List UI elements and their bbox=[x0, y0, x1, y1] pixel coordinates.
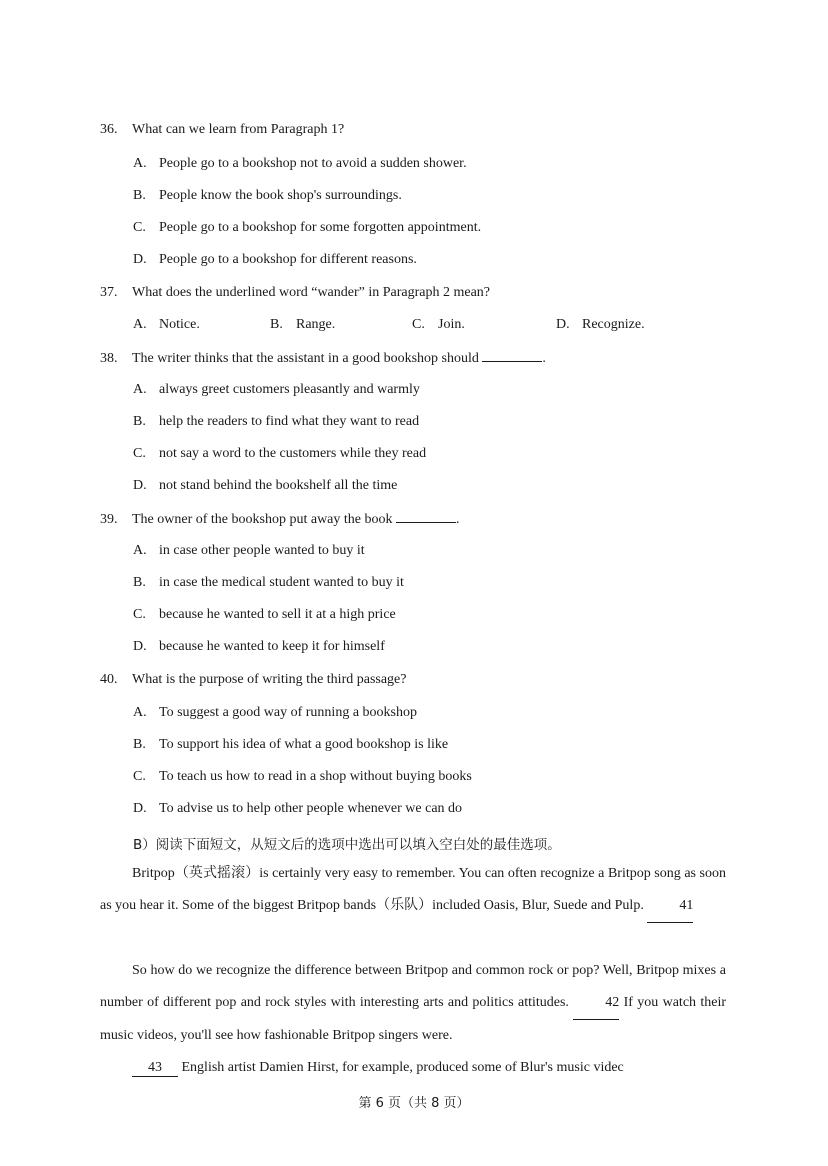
option-38c: C. not say a word to the customers while they read bbox=[133, 446, 427, 461]
option-39c: C. because he wanted to sell it at a high price bbox=[133, 607, 396, 622]
option-40b: B. To support his idea of what a good bookshop is like bbox=[133, 737, 449, 752]
option-37d: D. Recognize. bbox=[556, 317, 645, 332]
option-38a: A. always greet customers pleasantly and warmly bbox=[133, 382, 420, 397]
option-37a: A. Notice. bbox=[133, 317, 200, 332]
question-36-stem bbox=[100, 122, 344, 138]
option-36a: A. People go to a bookshop not to avoid a sudden shower. bbox=[133, 156, 467, 171]
blank-42: 42 bbox=[573, 987, 619, 1020]
passage-paragraph-3 bbox=[132, 1060, 624, 1077]
option-38d: D. not stand behind the bookshelf all the time bbox=[133, 478, 398, 493]
paragraph-text: Britpop（英式摇滚）is certainly very easy to remember. You can often recognize a Britpop song as soon as you hear it. Some of the biggest Britpop bands（乐队）included Oasis, Blur, Suede and Pulp. bbox=[100, 866, 726, 913]
blank-41: 41 bbox=[647, 890, 693, 923]
option-38b: B. help the readers to find what they want to read bbox=[133, 414, 420, 429]
passage-paragraph-2 bbox=[100, 955, 726, 1052]
option-40a: A. To suggest a good way of running a bookshop bbox=[133, 705, 417, 720]
section-b-instruction: B）阅读下面短文，从短文后的选项中选出可以填入空白处的最佳选项。 bbox=[133, 837, 561, 853]
question-number: 36. bbox=[100, 122, 118, 137]
paragraph-text-after: If you watch their music videos, you'll see how fashionable Britpop singers were. bbox=[100, 995, 727, 1043]
paragraph-text: English artist Damien Hirst, for example, produced some of Blur's music videc bbox=[181, 1060, 624, 1075]
option-39d: D. because he wanted to keep it for himself bbox=[133, 639, 385, 654]
option-39a: A. in case other people wanted to buy it bbox=[133, 543, 365, 558]
paragraph-text: So how do we recognize the difference between Britpop and common rock or pop? Well, Britpop mixes a number of different pop and rock styles with interesting arts and politics attitudes. bbox=[100, 963, 726, 1010]
option-37c: C. Join. bbox=[412, 317, 465, 332]
option-36d: D. People go to a bookshop for different reasons. bbox=[133, 252, 417, 267]
question-40-stem: 40. What is the purpose of writing the third passage? bbox=[100, 672, 407, 687]
answer-blank bbox=[482, 349, 542, 362]
page-footer: 第 6 页（共 8 页） bbox=[358, 1096, 470, 1111]
option-39b: B. in case the medical student wanted to buy it bbox=[133, 575, 404, 590]
option-40c: C. To teach us how to read in a shop without buying books bbox=[133, 769, 472, 784]
option-40d: D. To advise us to help other people whenever we can do bbox=[133, 801, 463, 816]
question-39-stem: 39. The owner of the bookshop put away the book . bbox=[100, 512, 460, 527]
blank-43: 43 bbox=[132, 1060, 178, 1077]
question-38-stem: 38. The writer thinks that the assistant in a good bookshop should . bbox=[100, 351, 546, 366]
option-36c: C. People go to a bookshop for some forgotten appointment. bbox=[133, 220, 482, 235]
answer-blank bbox=[396, 510, 456, 523]
question-37-stem: 37. What does the underlined word “wander” in Paragraph 2 mean? bbox=[100, 285, 491, 300]
option-36b: B. People know the book shop's surroundings. bbox=[133, 188, 402, 203]
question-text: What can we learn from Paragraph 1? bbox=[132, 122, 345, 137]
passage-paragraph-1 bbox=[100, 858, 726, 923]
option-37b: B. Range. bbox=[270, 317, 336, 332]
